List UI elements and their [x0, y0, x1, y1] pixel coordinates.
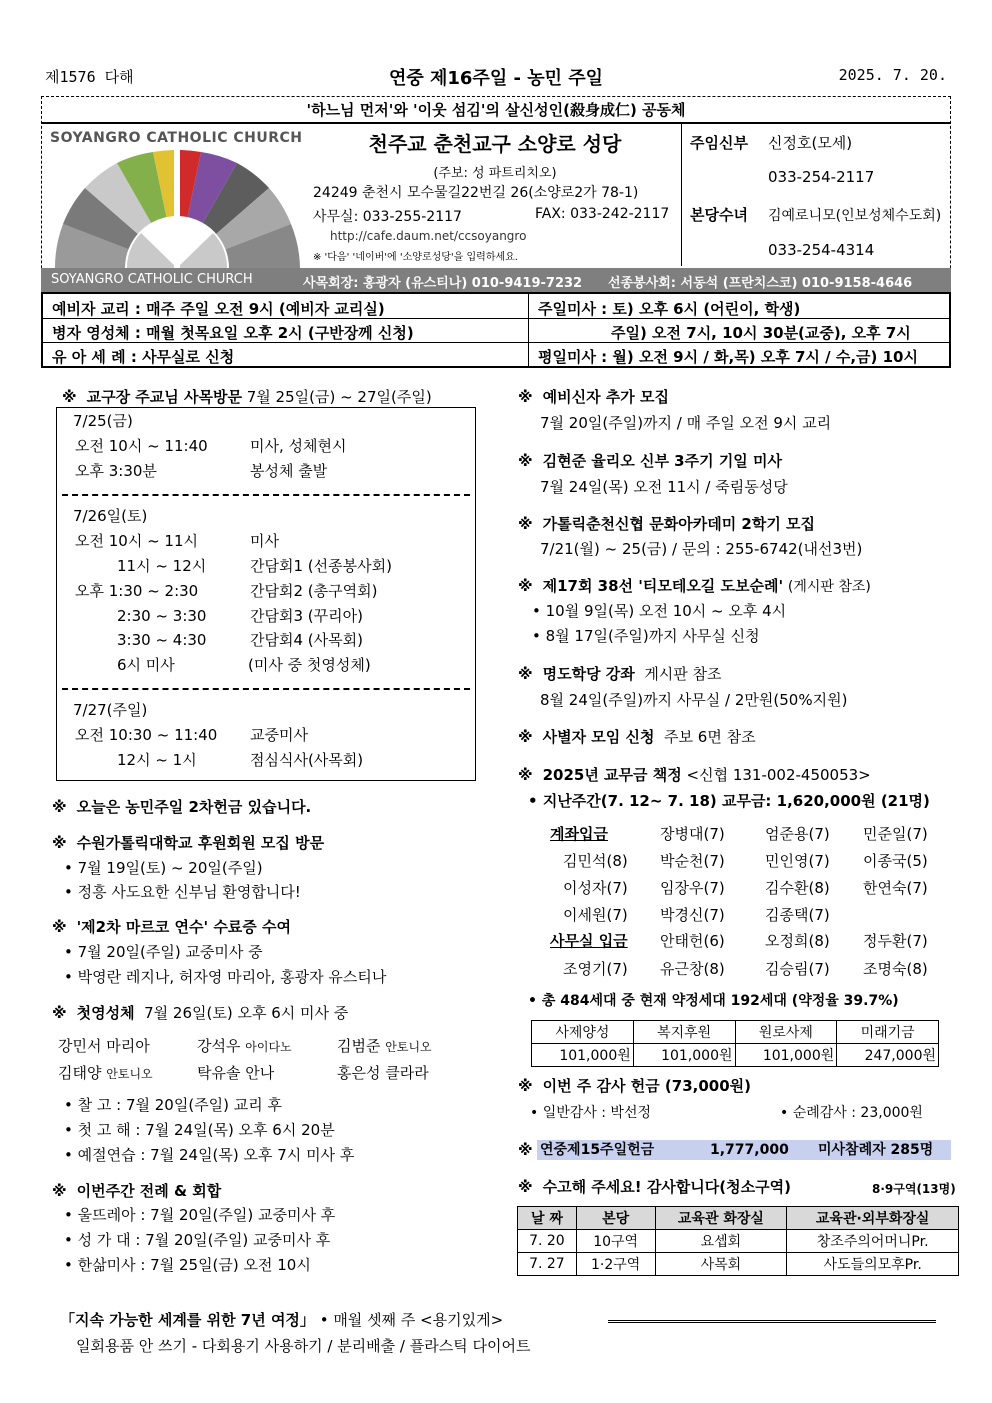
page-title: 연중 제16주일 - 농민 주일 [388, 68, 604, 89]
donor-name: 안태헌(6) [660, 932, 725, 950]
schedule-event: (미사 중 첫영성체) [248, 656, 371, 674]
cleaning-cell: 창조주의어머니Pr. [787, 1230, 959, 1253]
dues-value: 247,000원 [837, 1044, 939, 1067]
account-deposit-label: 계좌입금 [550, 825, 608, 843]
memorial-mass-line: 7월 24일(목) 오전 11시 / 죽림동성당 [540, 478, 788, 496]
dues-head: 미래기금 [837, 1021, 939, 1044]
motto: '하느님 먼저'와 '이웃 섬김'의 살신성인(殺身成仁) 공동체 [306, 101, 686, 119]
donor-name: 김수환(8) [765, 879, 830, 897]
schedule-time: 11시 ~ 12시 [117, 557, 207, 575]
academy-line: 7/21(월) ~ 25(금) / 문의 : 255-6742(내선3번) [540, 540, 863, 558]
info-grid [41, 292, 951, 368]
donor-name: 엄준용(7) [765, 825, 830, 843]
cleaning-note: 8·9구역(13명) [872, 1182, 956, 1196]
marco-line: • 박영란 레지나, 허자영 마리아, 홍광자 유스티나 [64, 968, 387, 986]
info-sunday-mass-sat: 주일미사 : 토) 오후 6시 (어린이, 학생) [538, 300, 801, 318]
communion-name: 강민서 마리아 [58, 1037, 150, 1055]
office-deposit-label: 사무실 입금 [550, 932, 628, 950]
schedule-time: 오후 3:30분 [75, 462, 157, 480]
schedule-event: 간담회1 (선종봉사회) [250, 557, 392, 575]
cleaning-cell: 사목회 [655, 1253, 787, 1276]
communion-line: • 찰 고 : 7월 20일(주일) 교리 후 [64, 1096, 283, 1114]
thanks-general: • 일반감사 : 박선정 [530, 1105, 652, 1121]
widow-title: ※ 사별자 모임 신청 주보 6면 참조 [518, 728, 756, 746]
week-line: • 울뜨레아 : 7월 20일(주일) 교중미사 후 [64, 1206, 336, 1224]
catechumen-line: 7월 20일(주일)까지 / 매 주일 오전 9시 교리 [540, 414, 832, 432]
cleaning-head: 날 짜 [518, 1207, 577, 1230]
cleaning-title: ※ 수고해 주세요! 감사합니다(청소구역) [518, 1178, 791, 1196]
donor-name: 박경신(7) [660, 906, 725, 924]
thanks-pilgrimage: • 순례감사 : 23,000원 [780, 1105, 923, 1121]
schedule-event: 간담회2 (총구역회) [250, 582, 378, 600]
donor-name: 조영기(7) [563, 960, 628, 978]
dues-head: 사제양성 [532, 1021, 634, 1044]
address: 24249 춘천시 모수물길22번길 26(소양로2가 78-1) [313, 185, 639, 201]
schedule-day: 7/27(주일) [73, 701, 148, 719]
offering-amount: 1,777,000 [710, 1142, 789, 1158]
communion-line: • 첫 고 해 : 7월 24일(목) 오후 6시 20분 [64, 1121, 335, 1139]
divider [41, 122, 951, 124]
sister-label: 본당수녀 [690, 206, 748, 224]
communion-name: 김범준 안토니오 [337, 1037, 432, 1055]
cleaning-head: 교육관 화장실 [655, 1207, 787, 1230]
donor-name: 정두환(7) [863, 932, 928, 950]
cleaning-cell: 요셉회 [655, 1230, 787, 1253]
dues-summary: • 지난주간(7. 12~ 7. 18) 교무금: 1,620,000원 (21명) [528, 792, 930, 810]
donor-name: 유근창(8) [660, 960, 725, 978]
sister-phone: 033-254-4314 [768, 241, 875, 259]
info-sick-communion: 병자 영성체 : 매월 첫목요일 오후 2시 (구반장께 신청) [52, 324, 414, 342]
dues-head: 원로사제 [735, 1021, 837, 1044]
dues-title: ※ 2025년 교무금 책정 <신협 131-002-450053> [518, 766, 871, 784]
issue-number: 제1576 다해 [45, 68, 134, 86]
mass-attendance: 미사참례자 285명 [818, 1142, 934, 1158]
info-infant-baptism: 유 아 세 례 : 사무실로 신청 [52, 348, 235, 366]
offering-label: 연중제15주일헌금 [540, 1142, 655, 1158]
schedule-time: 오전 10시 ~ 11:40 [75, 437, 208, 455]
cleaning-cell: 사도들의모후Pr. [787, 1253, 959, 1276]
schedule-event: 교중미사 [250, 726, 308, 744]
communion-title: ※ 첫영성체 7월 26일(토) 오후 6시 미사 중 [52, 1004, 349, 1022]
donor-name: 민준일(7) [863, 825, 928, 843]
communion-name: 김태양 안토니오 [58, 1064, 153, 1082]
dues-value: 101,000원 [735, 1044, 837, 1067]
pastor-phone: 033-254-2117 [768, 168, 875, 186]
cafe-link[interactable]: http://cafe.daum.net/ccsoyangro [330, 229, 527, 243]
cleaning-head: 본당 [576, 1207, 655, 1230]
schedule-time: 3:30 ~ 4:30 [117, 631, 207, 649]
donor-name: 오정희(8) [765, 932, 830, 950]
schedule-event: 미사 [250, 532, 279, 550]
dues-value: 101,000원 [633, 1044, 735, 1067]
communion-name: 홍은성 클라라 [337, 1064, 429, 1082]
bar-president: 사목회장: 홍광자 (유스티나) 010-9419-7232 [303, 276, 583, 291]
donor-name: 박순천(7) [660, 852, 725, 870]
dues-total: • 총 484세대 중 현재 약정세대 192세대 (약정율 39.7%) [528, 993, 899, 1009]
contact-bar [41, 268, 951, 292]
suwon-line: • 정흥 사도요한 신부님 환영합니다! [64, 883, 301, 901]
cleaning-head: 교육관·외부화장실 [787, 1207, 959, 1230]
communion-name: 탁유솔 안나 [197, 1064, 275, 1082]
footer-heading: 「지속 가능한 세계를 위한 7년 여정」 • 매월 셋째 주 <용기있게> [60, 1311, 504, 1329]
footer-rule [608, 1320, 936, 1323]
schedule-event: 간담회4 (사목회) [250, 631, 363, 649]
pilgrimage-title: ※ 제17회 38선 '티모테오길 도보순례' (게시판 참조) [518, 577, 871, 595]
cleaning-cell: 7. 20 [518, 1230, 577, 1253]
donor-name: 임장우(7) [660, 879, 725, 897]
offering-row: ※ [518, 1141, 533, 1159]
schedule-time: 2:30 ~ 3:30 [117, 607, 207, 625]
donor-name: 이종국(5) [863, 852, 928, 870]
donor-name: 김승림(7) [765, 960, 830, 978]
info-sunday-mass: 주일) 오전 7시, 10시 30분(교중), 오후 7시 [611, 324, 911, 342]
fax: FAX: 033-242-2117 [535, 206, 670, 222]
schedule-event: 간담회3 (꾸리아) [250, 607, 363, 625]
info-weekday-mass: 평일미사 : 월) 오전 9시 / 화,목) 오후 7시 / 수,금) 10시 [538, 348, 918, 366]
communion-line: • 예절연습 : 7월 24일(목) 오후 7시 미사 후 [64, 1146, 355, 1164]
search-note: ※ '다음' '네이버'에 '소양로성당'을 입력하세요. [313, 252, 518, 263]
dues-value: 101,000원 [532, 1044, 634, 1067]
cleaning-cell: 7. 27 [518, 1253, 577, 1276]
catechumen-title: ※ 예비신자 추가 모집 [518, 388, 669, 406]
donor-name: 김종택(7) [765, 906, 830, 924]
donor-name: 김민석(8) [563, 852, 628, 870]
bishop-visit-title: ※ 교구장 주교님 사목방문 7월 25일(금) ~ 27일(주일) [62, 388, 432, 406]
cleaning-cell: 10구역 [576, 1230, 655, 1253]
footer-line: 일회용품 안 쓰기 - 다회용기 사용하기 / 분리배출 / 플라스틱 다이어트 [76, 1337, 531, 1355]
info-catechumen: 예비자 교리 : 매주 주일 오전 9시 (예비자 교리실) [52, 300, 385, 318]
schedule-day: 7/26일(토) [73, 507, 148, 525]
donor-name: 이세원(7) [563, 906, 628, 924]
pastor-label: 주임신부 [690, 134, 748, 152]
church-name: 천주교 춘천교구 소양로 성당 [368, 132, 622, 156]
marco-title: ※ '제2차 마르코 연수' 수료증 수여 [52, 918, 291, 936]
schedule-time: 오전 10:30 ~ 11:40 [75, 726, 218, 744]
thanks-offering-title: ※ 이번 주 감사 헌금 (73,000원) [518, 1077, 751, 1095]
lecture-title: ※ 명도학당 강좌 게시판 참조 [518, 665, 722, 683]
pilgrimage-line: • 8월 17일(주일)까지 사무실 신청 [532, 627, 760, 645]
schedule-day: 7/25(금) [73, 412, 133, 430]
suwon-line: • 7월 19일(토) ~ 20일(주일) [64, 859, 263, 877]
schedule-event: 미사, 성체현시 [250, 437, 347, 455]
academy-title: ※ 가톨릭춘천신협 문화아카데미 2학기 모집 [518, 515, 816, 533]
church-logo-icon [55, 150, 300, 268]
schedule-event: 봉성체 출발 [250, 462, 328, 480]
cleaning-table [517, 1206, 959, 1276]
schedule-time: 오후 1:30 ~ 2:30 [75, 582, 199, 600]
dues-head: 복지후원 [633, 1021, 735, 1044]
lecture-line: 8월 24일(주일)까지 사무실 / 2만원(50%지원) [540, 691, 848, 709]
memorial-mass-title: ※ 김현준 율리오 신부 3주기 기일 미사 [518, 452, 783, 470]
divider [681, 124, 682, 266]
dues-table [531, 1020, 939, 1067]
logo-text: SOYANGRO CATHOLIC CHURCH [50, 130, 303, 146]
donor-name: 이성자(7) [563, 879, 628, 897]
donor-name: 장병대(7) [660, 825, 725, 843]
farm-sunday-notice: ※ 오늘은 농민주일 2차헌금 있습니다. [52, 798, 312, 816]
donor-name: 조명숙(8) [863, 960, 928, 978]
issue-date: 2025. 7. 20. [838, 66, 947, 84]
schedule-time: 6시 미사 [117, 656, 175, 674]
week-line: • 한삶미사 : 7월 25일(금) 오전 10시 [64, 1256, 311, 1274]
cleaning-cell: 1·2구역 [576, 1253, 655, 1276]
schedule-event: 점심식사(사목회) [250, 751, 364, 769]
schedule-time: 오전 10시 ~ 11시 [75, 532, 199, 550]
pastor-name: 신정호(모세) [768, 134, 853, 152]
sister-name: 김예로니모(인보성체수도회) [768, 208, 942, 224]
donor-name: 민인영(7) [765, 852, 830, 870]
week-title: ※ 이번주간 전례 & 회합 [52, 1182, 222, 1200]
suwon-title: ※ 수원가톨릭대학교 후원회원 모집 방문 [52, 834, 325, 852]
office-phone: 사무실: 033-255-2117 [313, 209, 462, 225]
bar-deacon: 선종봉사회: 서동석 (프란치스코) 010-9158-4646 [608, 276, 913, 291]
bar-church-name: SOYANGRO CATHOLIC CHURCH [51, 272, 253, 287]
week-line: • 성 가 대 : 7월 20일(주일) 교중미사 후 [64, 1231, 331, 1249]
communion-name: 강석우 아이다노 [197, 1037, 292, 1055]
pilgrimage-line: • 10월 9일(목) 오전 10시 ~ 오후 4시 [532, 602, 787, 620]
patron: (주보: 성 파트리치오) [433, 166, 557, 181]
marco-line: • 7월 20일(주일) 교중미사 중 [64, 943, 263, 961]
schedule-time: 12시 ~ 1시 [117, 751, 197, 769]
donor-name: 한연숙(7) [863, 879, 928, 897]
